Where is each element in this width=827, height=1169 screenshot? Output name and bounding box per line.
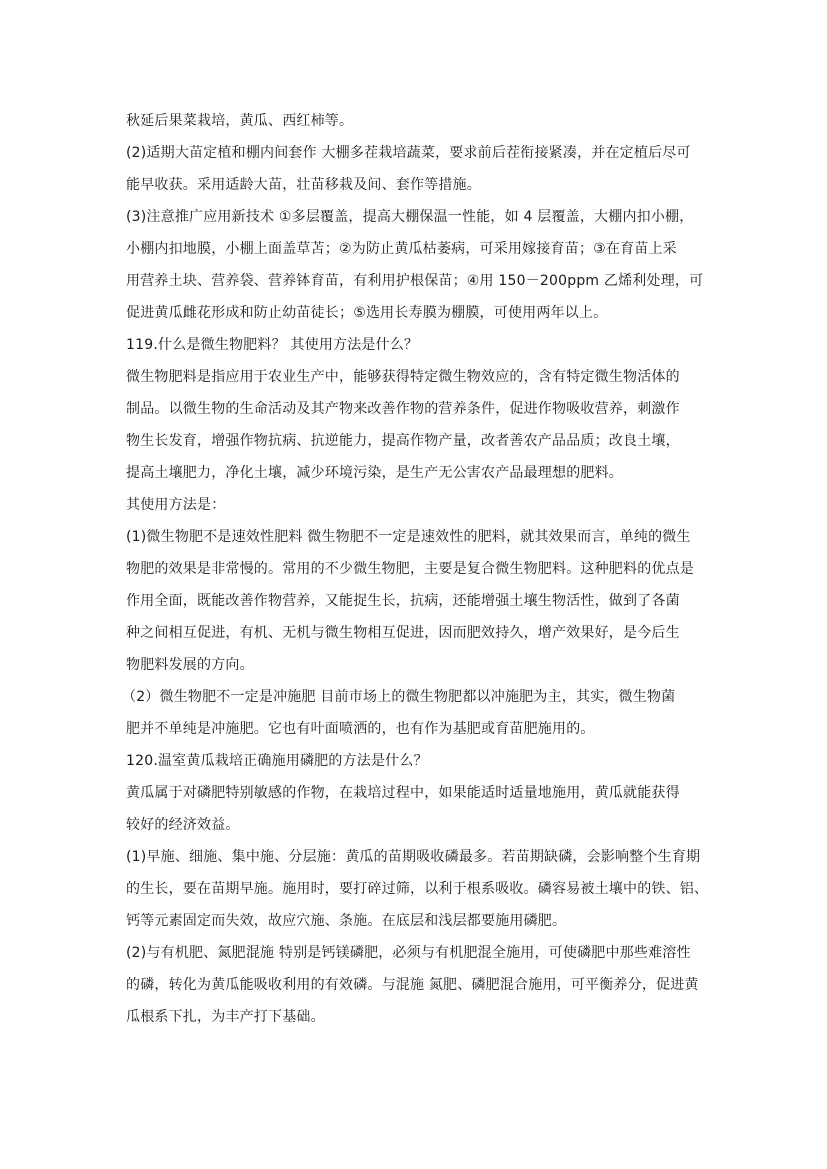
paragraph-seedling-intercropping xyxy=(126,137,706,201)
paragraph-microbial-fertilizer-definition xyxy=(126,361,706,489)
document-body xyxy=(122,105,709,1033)
text-line: 物生长发育，增强作物抗病、抗逆能力，提高作物产量，改者善农产品品质；改良土壤， xyxy=(126,433,680,449)
text-line: (2)与有机肥、氮肥混施 特别是钙镁磷肥，必须与有机肥混全施用，可使磷肥中那些难溶性 xyxy=(126,945,691,961)
text-line: 物肥料发展的方向。 xyxy=(126,657,254,673)
paragraph-new-techniques xyxy=(126,201,706,329)
text-line: 小棚内扣地膜，小棚上面盖草苫；②为防止黄瓜枯萎病，可采用嫁接育苗；③在育苗上采 xyxy=(126,241,677,257)
text-line: 提高土壤肥力，净化土壤，减少环境污染，是生产无公害农产品最理想的肥料。 xyxy=(126,465,623,481)
paragraph-not-flush-fertilizer xyxy=(122,681,706,745)
text-line: 秋延后果菜栽培，黄瓜、西红柿等。 xyxy=(126,113,354,129)
text-line: 作用全面，既能改善作物营养，又能捉生长，抗病，还能增强土壤生物活性，做到了各菌 xyxy=(126,593,680,609)
text-line: (2)适期大苗定植和棚内间套作 大棚多茬栽培蔬菜，要求前后茬衔接紧凑，并在定植后尽可 xyxy=(126,145,691,161)
text-line: 种之间相互促进，有机、无机与微生物相互促进，因而肥效持久，增产效果好，是今后生 xyxy=(126,625,680,641)
text-line: 的磷，转化为黄瓜能吸收利用的有效磷。与混施 氮肥、磷肥混合施用，可平衡养分，促进黄 xyxy=(126,977,699,993)
paragraph-cucumber-phosphorus-intro xyxy=(126,777,706,841)
text-line: 119.什么是微生物肥料？ 其使用方法是什么？ xyxy=(126,337,419,353)
text-line: 黄瓜属于对磷肥特别敏感的作物，在栽培过程中，如果能适时适量地施用，黄瓜就能获得 xyxy=(126,785,680,801)
text-line: 钙等元素固定而失效，故应穴施、条施。在底层和浅层都要施用磷肥。 xyxy=(126,913,567,929)
text-line: (3)注意推广应用新技术 ①多层覆盖，提高大棚保温一性能，如 4 层覆盖，大棚内扣小棚， xyxy=(126,209,694,225)
text-line: 物肥的效果是非常慢的。常用的不少微生物肥，主要是复合微生物肥料。这种肥料的优点是 xyxy=(126,561,694,577)
paragraph-usage-intro xyxy=(126,489,706,521)
text-line: 肥并不单纯是冲施肥。它也有叶面喷洒的，也有作为基肥或育苗肥施用的。 xyxy=(126,721,595,737)
text-line: (1)微生物肥不是速效性肥料 微生物肥不一定是速效性的肥料，就其效果而言，单纯的微生 xyxy=(126,529,691,545)
text-line: 能早收获。采用适龄大苗，壮苗移栽及间、套作等措施。 xyxy=(126,177,481,193)
text-line: 促进黄瓜雌花形成和防止幼苗徒长；⑤选用长寿膜为棚膜，可使用两年以上。 xyxy=(126,305,608,321)
heading-question-119 xyxy=(126,329,706,361)
text-line: （2）微生物肥不一定是冲施肥 目前市场上的微生物肥都以冲施肥为主，其实，微生物菌 xyxy=(122,689,676,705)
paragraph-autumn-crops xyxy=(126,105,706,137)
text-line: 其使用方法是： xyxy=(126,497,226,513)
text-line: (1)早施、细施、集中施、分层施：黄瓜的苗期吸收磷最多。若苗期缺磷，会影响整个生育期 xyxy=(126,849,701,865)
paragraph-not-fast-acting xyxy=(126,521,706,681)
text-line: 的生长，要在苗期早施。施用时，要打碎过筛，以利于根系吸收。磷容易被土壤中的铁、铝、 xyxy=(126,881,709,897)
text-line: 制品。以微生物的生命活动及其产物来改善作物的营养条件，促进作物吸收营养，刺激作 xyxy=(126,401,680,417)
paragraph-mix-with-organic xyxy=(126,937,706,1033)
text-line: 120.温室黄瓜栽培正确施用磷肥的方法是什么？ xyxy=(126,753,428,769)
text-line: 较好的经济效益。 xyxy=(126,817,240,833)
text-line: 微生物肥料是指应用于农业生产中，能够获得特定微生物效应的，含有特定微生物活体的 xyxy=(126,369,680,385)
paragraph-early-fine-application xyxy=(126,841,709,937)
heading-question-120 xyxy=(126,745,706,777)
text-line: 用营养土块、营养袋、营养钵育苗，有利用护根保苗；④用 150－200ppm 乙烯利处理，可 xyxy=(126,273,704,289)
text-line: 瓜根系下扎，为丰产打下基础。 xyxy=(126,1009,325,1025)
